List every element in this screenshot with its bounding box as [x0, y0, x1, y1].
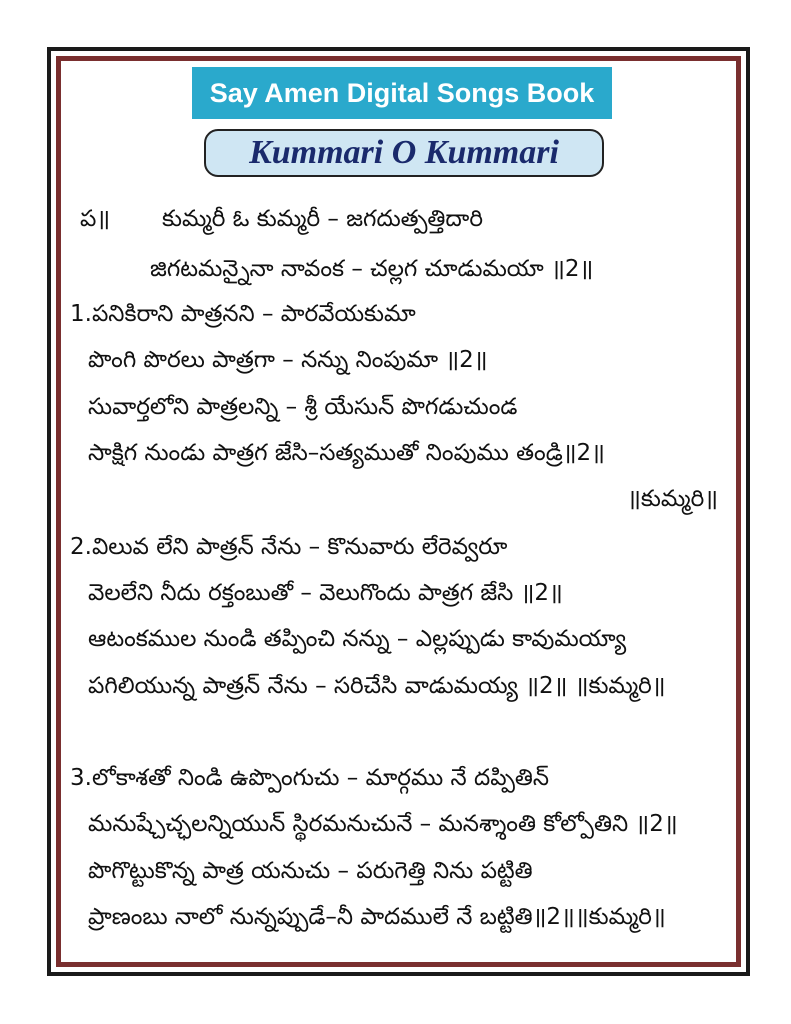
verse1-line-1: 1.పనికిరాని పాత్రనని – పారవేయకుమా [70, 301, 416, 327]
verse1-line-3: సువార్తలోని పాత్రలన్ని – శ్రీ యేసున్ పొగడుచుండ [88, 394, 518, 420]
verse1-line-2: పొంగి పొరలు పాత్రగా – నన్ను నింపుమా ॥2॥ [88, 347, 488, 373]
song-title: Kummari O Kummari [204, 129, 604, 177]
verse3-line-3: పొగొట్టుకొన్న పాత్ర యనుచు – పరుగెత్తి నిను పట్టితి [88, 858, 533, 884]
verse2-line-1: 2.విలువ లేని పాత్రన్ నేను – కొనువారు లేరెవ్వరూ [70, 534, 508, 560]
pallavi-line-2: జిగటమన్నైనా నావంక – చల్లగ చూడుమయా ॥2॥ [150, 256, 594, 282]
verse1-refrain: ॥కుమ్మరి॥ [627, 486, 718, 512]
verse2-line-3: ఆటంకముల నుండి తప్పించి నన్ను – ఎల్లప్పుడు కావుమయ్యా [88, 626, 627, 652]
pallavi-line-1 [80, 208, 483, 231]
verse1-line-4: సాక్షిగ నుండు పాత్రగ జేసి–సత్యముతో నింపుము తండ్రి॥2॥ [88, 440, 605, 466]
pallavi-label: ప॥ [80, 206, 111, 232]
verse2-line-4: పగిలియున్న పాత్రన్ నేను – సరిచేసి వాడుమయ్య ॥2॥ ॥కుమ్మరి॥ [88, 673, 666, 699]
pallavi-text-1: కుమ్మరీ ఓ కుమ్మరీ – జగదుత్పత్తిదారి [162, 206, 483, 232]
verse3-line-4: ప్రాణంబు నాలో నున్నప్పుడే–నీ పాదములే నే బట్టితి॥2॥॥కుమ్మరి॥ [88, 904, 666, 930]
verse2-line-2: వెలలేని నీదు రక్తంబుతో – వెలుగొందు పాత్రగ జేసి ॥2॥ [88, 580, 563, 606]
verse3-line-1: 3.లోకాశతో నిండి ఉప్పొంగుచు – మార్గము నే దప్పితిన్ [70, 765, 550, 791]
verse3-line-2: మనుష్చేచ్ఛలన్నియున్ స్థిరమనుచునే – మనశ్శాంతి కోల్పోతిని ॥2॥ [88, 811, 678, 837]
header-banner: Say Amen Digital Songs Book [192, 67, 612, 119]
